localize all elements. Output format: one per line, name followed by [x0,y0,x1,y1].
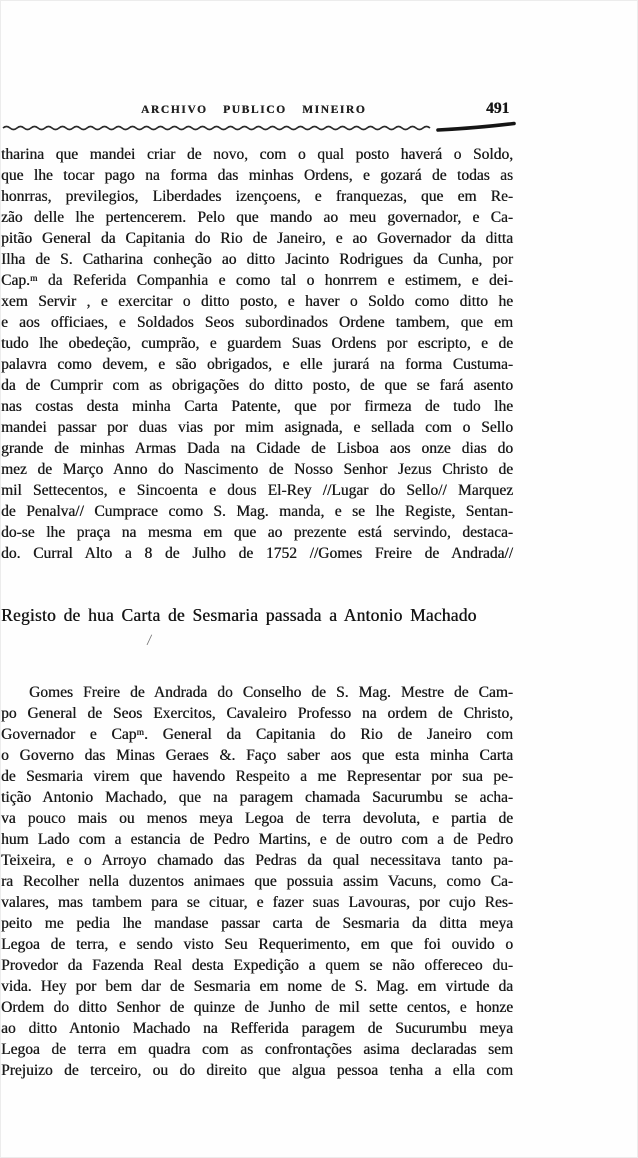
carta-patente-text [1,144,513,564]
text-line: tudo lhe obedeção, cumprão, e guardem Suas Ordens por escripto, e de [1,335,513,352]
carta-sesmaria-text [1,682,513,1081]
text-line: de Penalva// Cumprace como S. Mag. manda, e se lhe Registe, Sentan- [1,503,513,520]
text-line: Cap.ᵐ da Referida Companhia e como tal o honrrem e estimem, e dei- [1,272,513,289]
text-line: tição Antonio Machado, que na paragem chamada Sacurumbu se acha- [1,789,513,806]
text-line: nas costas desta minha Carta Patente, que por firmeza de tudo lhe [1,398,513,415]
text-line: honrras, previlegios, Liberdades izençoens, e franquezas, que em Re- [1,188,513,205]
text-line: mandei passar por duas vias por mim asignada, e sellada com o Sello [1,419,513,436]
text-line: Provedor da Fazenda Real desta Expedição a quem se não offereceo du- [1,957,513,974]
text-line: tharina que mandei criar de novo, com o qual posto haverá o Soldo, [1,146,513,163]
text-line: da de Cumprir com as obrigações do ditto posto, de que se fará asento [1,377,513,394]
text-line: mil Settecentos, e Sincoenta e dous El-Rey //Lugar do Sello// Marquez [1,482,513,499]
text-line: Prejuizo de terceiro, ou do direito que algua pessoa tenha a ella com [1,1062,513,1079]
text-line: mez de Março Anno do Nascimento de Nosso Senhor Jezus Christo de [1,461,513,478]
text-line: e aos officiaes, e Soldados Seos subordinados Ordene tambem, que em [1,314,513,331]
text-line: o Governo das Minas Geraes &. Faço saber aos que esta minha Carta [1,747,513,764]
text-line: po General de Seos Exercitos, Cavaleiro Professo na ordem de Christo, [1,705,513,722]
text-line: Legoa de terra em quadra com as confrontações asima declaradas sem [1,1041,513,1058]
text-line: Teixeira, e o Arroyo chamado das Pedras da qual necessitava tanto pa- [1,852,513,869]
text-line: do-se lhe praça na mesma em que ao prezente está servindo, destaca- [1,524,513,541]
stray-slash-mark: / [146,631,153,650]
header-rule-wavy-line [1,119,638,139]
text-line: que lhe tocar pago na forma das minhas Ordens, e gozará de todas as [1,167,513,184]
journal-title: ARCHIVO PUBLICO MINEIRO [141,104,367,116]
text-line: Ordem do ditto Senhor de quinze de Junho de mil sette centos, e honze [1,999,513,1016]
text-line: va pouco mais ou menos meya Legoa de terra devoluta, e partia de [1,810,513,827]
text-line: zão delle lhe pertencerem. Pelo que mando ao meu governador, e Ca- [1,209,513,226]
text-line: hum Lado com a estancia de Pedro Martins, e de outro com a de Pedro [1,831,513,848]
section-heading: Registo de hua Carta de Sesmaria passada a Antonio Machado [1,605,477,625]
text-line: palavra como devem, e são obrigados, e elle jurará na forma Custuma- [1,356,513,373]
text-line: valares, mas tambem para se cituar, e fazer suas Lavouras, por cujo Res- [1,894,513,911]
text-line: peito me pedia lhe mandase passar carta de Sesmaria da ditta meya [1,915,513,932]
text-line: Legoa de terra, e sendo visto Seu Requerimento, em que foi ouvido o [1,936,513,953]
text-line: Gomes Freire de Andrada do Conselho de S. Mag. Mestre de Cam- [29,684,513,701]
text-line: pitão General da Capitania do Rio de Janeiro, e ao Governador da ditta [1,230,513,247]
running-header [1,1,637,141]
text-line: Ilha de S. Catharina conheção ao ditto Jacinto Rodrigues da Cunha, por [1,251,513,268]
page-number: 491 [486,100,510,117]
text-line: Governador e Capᵐ. General da Capitania do Rio de Janeiro com [1,726,513,743]
text-line: de Sesmaria virem que havendo Respeito a me Representar por sua pe- [1,768,513,785]
text-line: ao ditto Antonio Machado na Refferida paragem de Sucurumbu meya [1,1020,513,1037]
text-line: vida. Hey por bem dar de Sesmaria em nome de S. Mag. em virtude da [1,978,513,995]
text-line: do. Curral Alto a 8 de Julho de 1752 //Gomes Freire de Andrada// [1,545,513,562]
text-line: xem Servir , e exercitar o ditto posto, e haver o Soldo como ditto he [1,293,513,310]
text-line: grande de minhas Armas Dada na Cidade de Lisboa aos onze dias do [1,440,513,457]
text-line: ra Recolher nella duzentos animaes que possuia assim Vacuns, como Ca- [1,873,513,890]
